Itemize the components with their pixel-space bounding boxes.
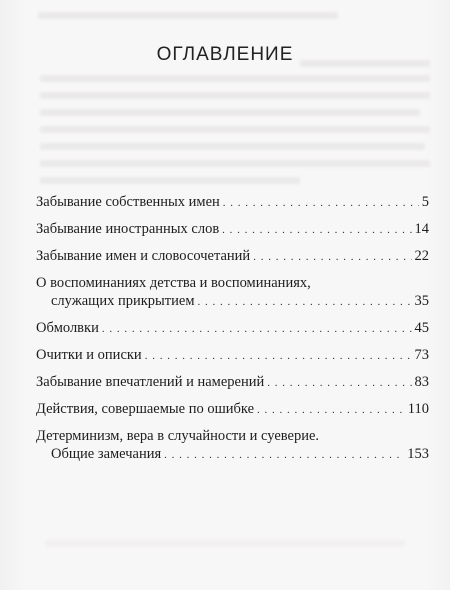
table-of-contents (36, 193, 429, 472)
toc-entry-title: Забывание иностранных слов (36, 221, 220, 237)
toc-entry-page: 83 (414, 374, 429, 390)
dot-leader (223, 193, 419, 212)
toc-entry[interactable] (36, 373, 429, 392)
toc-entry[interactable] (36, 247, 429, 266)
dot-leader (253, 247, 411, 266)
dot-leader (198, 292, 412, 311)
toc-entry-page: 14 (414, 221, 429, 237)
dot-leader (222, 220, 411, 239)
toc-entry[interactable] (36, 274, 429, 311)
toc-entry-title-line2: служащих прикрытием (51, 293, 195, 309)
toc-entry[interactable] (36, 346, 429, 365)
toc-entry[interactable] (36, 319, 429, 338)
toc-entry-title: Забывание имен и словосочетаний (36, 248, 251, 264)
toc-entry[interactable] (36, 427, 429, 464)
toc-entry-page: 35 (414, 293, 429, 309)
toc-entry-title-line2: Общие замечания (51, 446, 162, 462)
dot-leader (257, 400, 405, 419)
toc-entry[interactable] (36, 400, 429, 419)
toc-entry-title: Забывание собственных имен (36, 194, 220, 210)
toc-title: ОГЛАВЛЕНИЕ (156, 44, 294, 65)
toc-entry[interactable] (36, 193, 429, 212)
dot-leader (145, 346, 412, 365)
toc-entry-title: Действия, совершаемые по ошибке (36, 401, 255, 417)
toc-entry-page: 73 (414, 347, 429, 363)
toc-entry-page: 5 (421, 194, 429, 210)
toc-entry-title: Забывание впечатлений и намерений (36, 374, 265, 390)
toc-entry[interactable] (36, 220, 429, 239)
dot-leader (267, 373, 411, 392)
toc-entry-title-line1: О воспоминаниях детства и воспоминаниях, (36, 275, 311, 291)
dot-leader (164, 445, 404, 464)
toc-entry-title: Очитки и описки (36, 347, 142, 363)
toc-entry-page: 22 (414, 248, 429, 264)
toc-entry-title: Обмолвки (36, 320, 99, 336)
toc-entry-page: 110 (407, 401, 429, 417)
toc-entry-page: 153 (407, 446, 429, 462)
dot-leader (102, 319, 412, 338)
toc-entry-page: 45 (414, 320, 429, 336)
toc-entry-title-line1: Детерминизм, вера в случайности и суеверие. (36, 428, 320, 444)
